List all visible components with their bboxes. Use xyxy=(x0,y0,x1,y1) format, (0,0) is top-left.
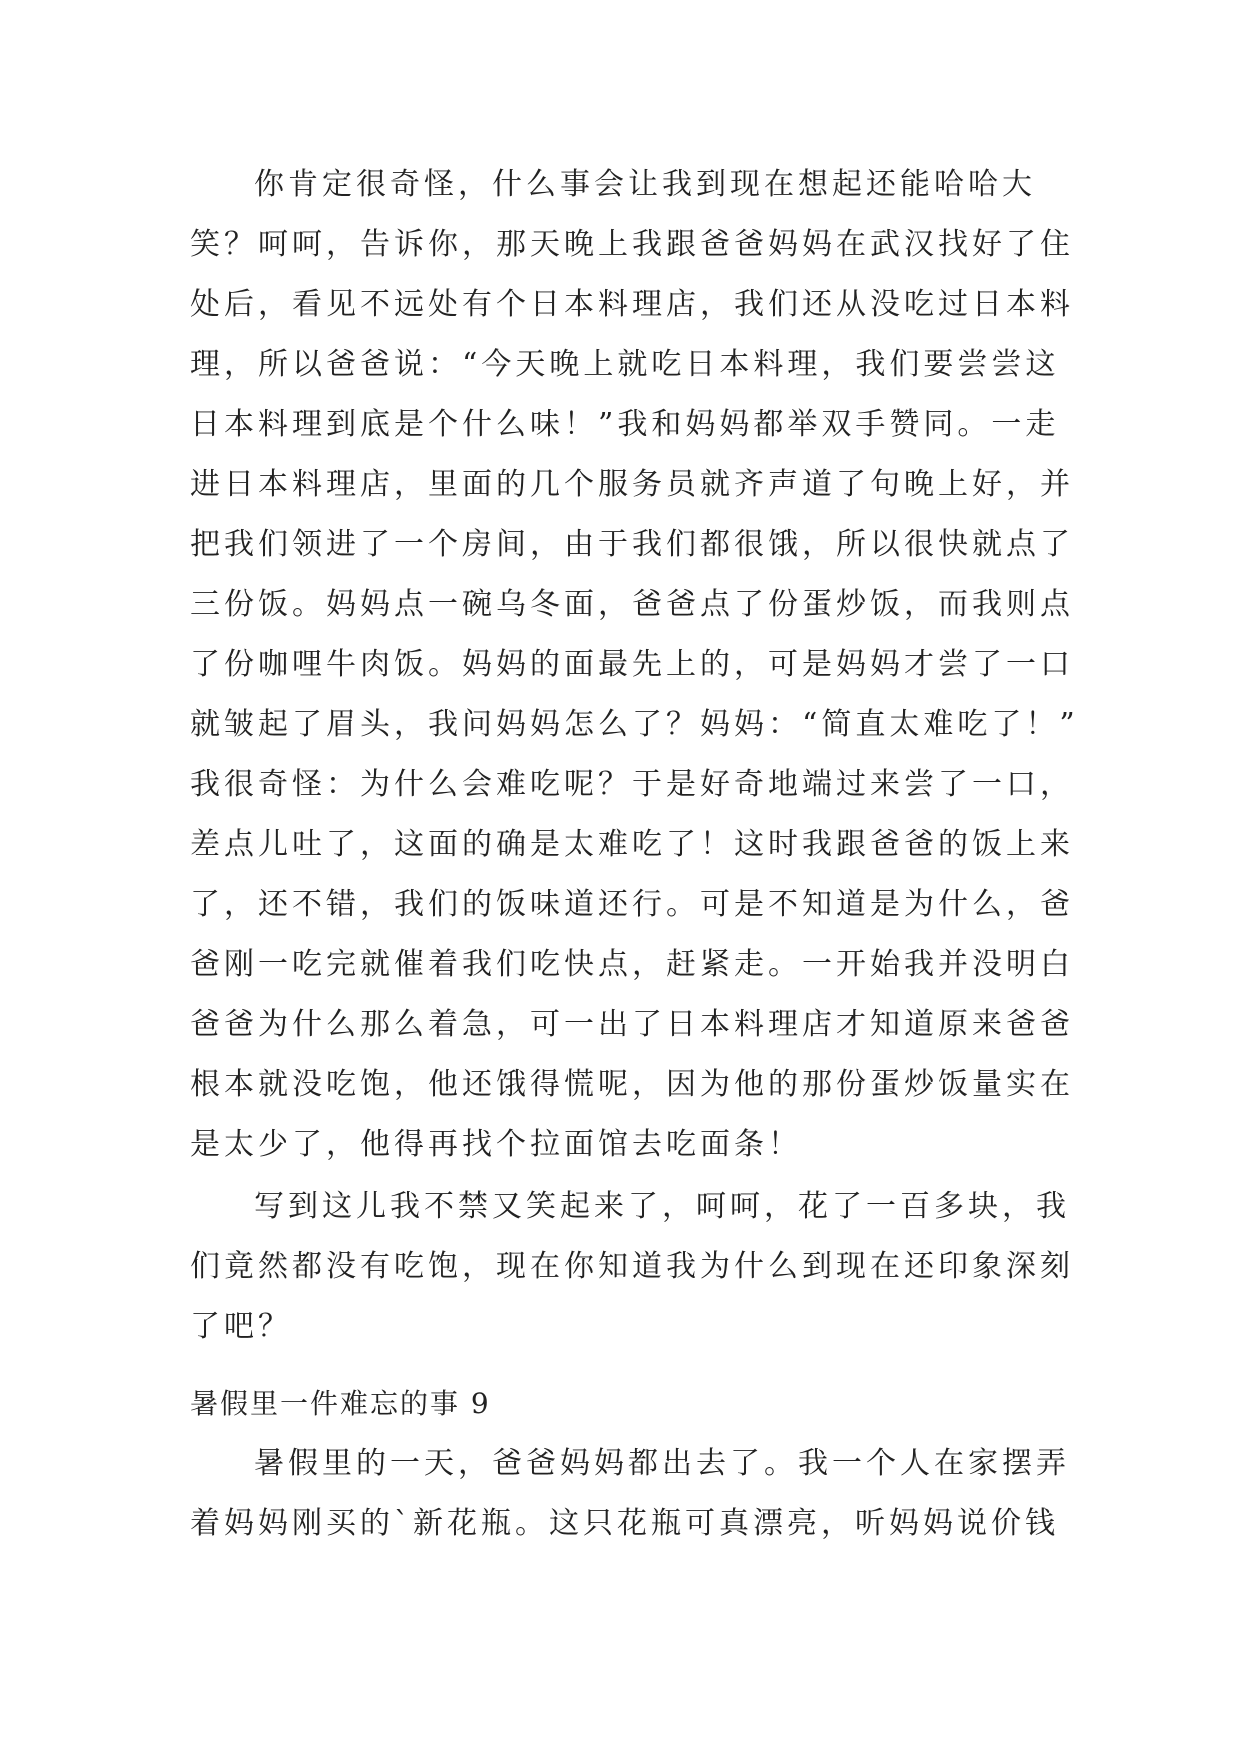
text-line: 根本就没吃饱，他还饿得慌呢，因为他的那份蛋炒饭量实在 xyxy=(190,1067,1074,1102)
paragraph-restaurant-story xyxy=(190,155,1079,1175)
section-heading: 暑假里一件难忘的事 9 xyxy=(190,1387,491,1420)
text-line: 了吧？ xyxy=(190,1309,292,1344)
text-line: 日本料理到底是个什么味！”我和妈妈都举双手赞同。一走 xyxy=(190,407,1060,442)
text-line: 爸刚一吃完就催着我们吃快点，赶紧走。一开始我并没明白 xyxy=(190,947,1074,982)
text-line: 了，还不错，我们的饭味道还行。可是不知道是为什么，爸 xyxy=(190,887,1074,922)
text-line: 我很奇怪：为什么会难吃呢？于是好奇地端过来尝了一口， xyxy=(190,767,1074,802)
text-line: 们竟然都没有吃饱，现在你知道我为什么到现在还印象深刻 xyxy=(190,1249,1074,1284)
text-line: 把我们领进了一个房间，由于我们都很饿，所以很快就点了 xyxy=(190,527,1074,562)
text-line: 着妈妈刚买的`新花瓶。这只花瓶可真漂亮，听妈妈说价钱 xyxy=(190,1506,1059,1541)
text-line: 差点儿吐了，这面的确是太难吃了！这时我跟爸爸的饭上来 xyxy=(190,827,1074,862)
text-line: 暑假里的一天，爸爸妈妈都出去了。我一个人在家摆弄 xyxy=(254,1446,1070,1481)
text-line: 三份饭。妈妈点一碗乌冬面，爸爸点了份蛋炒饭，而我则点 xyxy=(190,587,1074,622)
text-line: 笑？呵呵，告诉你，那天晚上我跟爸爸妈妈在武汉找好了住 xyxy=(190,227,1074,262)
text-line: 爸爸为什么那么着急，可一出了日本料理店才知道原来爸爸 xyxy=(190,1007,1074,1042)
text-line: 是太少了，他得再找个拉面馆去吃面条！ xyxy=(190,1127,802,1162)
text-line: 进日本料理店，里面的几个服务员就齐声道了句晚上好，并 xyxy=(190,467,1074,502)
paragraph-vase-story xyxy=(190,1434,1070,1554)
text-line: 了份咖哩牛肉饭。妈妈的面最先上的，可是妈妈才尝了一口 xyxy=(190,647,1074,682)
paragraph-conclusion xyxy=(190,1177,1074,1357)
text-line: 你肯定很奇怪，什么事会让我到现在想起还能哈哈大 xyxy=(254,167,1036,202)
text-line: 处后，看见不远处有个日本料理店，我们还从没吃过日本料 xyxy=(190,287,1074,322)
text-line: 写到这儿我不禁又笑起来了，呵呵，花了一百多块，我 xyxy=(254,1189,1070,1224)
text-line: 理，所以爸爸说：“今天晚上就吃日本料理，我们要尝尝这 xyxy=(190,347,1060,382)
text-line: 就皱起了眉头，我问妈妈怎么了？妈妈：“简直太难吃了！” xyxy=(190,707,1079,742)
